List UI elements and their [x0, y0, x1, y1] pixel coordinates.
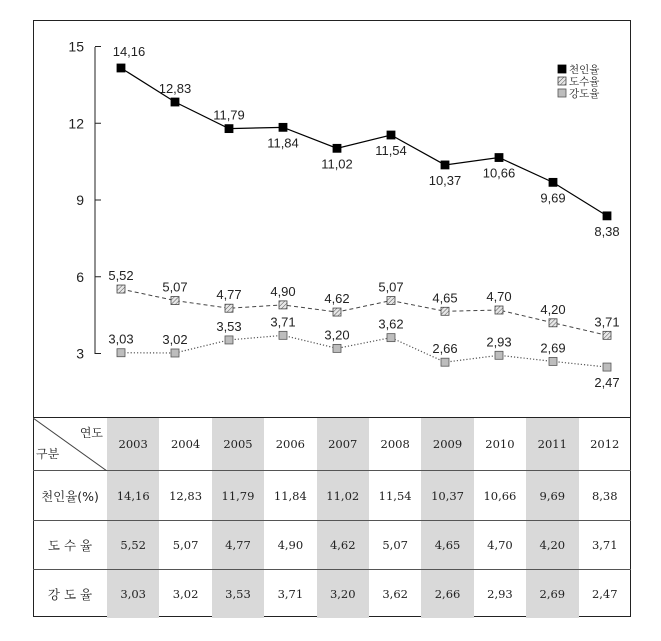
legend-swatch: [558, 65, 566, 73]
table-cell: 3,71: [579, 521, 631, 570]
year-header-cell: 2009: [421, 418, 473, 471]
row-label: 강 도 율: [33, 570, 107, 618]
table-cell: 3,53: [212, 570, 264, 618]
data-label: 4,70: [486, 289, 512, 305]
data-label: 11,54: [375, 143, 407, 159]
data-point-marker: [333, 308, 341, 316]
table-cell: 10,37: [421, 471, 473, 521]
series-line: [121, 68, 607, 216]
data-label: 5,07: [162, 279, 188, 295]
data-point-marker: [117, 64, 125, 72]
data-point-marker: [441, 161, 449, 169]
table-cell: 5,07: [159, 521, 211, 570]
data-label: 4,65: [432, 290, 458, 306]
table-cell: 4,77: [212, 521, 264, 570]
year-header-cell: 2005: [212, 418, 264, 471]
y-tick-label: 12: [68, 115, 84, 132]
year-header-cell: 2010: [474, 418, 526, 471]
table-header-row: [33, 418, 631, 471]
y-tick-label: 15: [68, 38, 84, 55]
legend-label: 천인율: [569, 64, 600, 76]
y-tick-label: 6: [76, 268, 84, 285]
data-label: 10,66: [482, 165, 516, 181]
table-cell: 4,20: [526, 521, 578, 570]
data-label: 4,62: [324, 291, 350, 307]
legend-label: 도수율: [569, 76, 600, 88]
data-point-marker: [603, 212, 611, 220]
year-header-cell: 2004: [159, 418, 211, 471]
data-label: 11,79: [213, 107, 245, 123]
table-cell: 3,02: [159, 570, 211, 618]
data-point-marker: [495, 351, 503, 359]
data-label: 9,69: [540, 190, 566, 206]
data-label: 3,03: [108, 331, 134, 347]
table-cell: 2,93: [474, 570, 526, 618]
table-cell: 2,66: [421, 570, 473, 618]
data-point-marker: [225, 304, 233, 312]
year-header-cell: 2006: [264, 418, 316, 471]
year-header-cell: 2011: [526, 418, 578, 471]
table-cell: 10,66: [474, 471, 526, 521]
data-point-marker: [117, 285, 125, 293]
data-label: 4,90: [270, 283, 296, 299]
legend: [558, 63, 599, 100]
table-cell: 4,65: [421, 521, 473, 570]
data-point-marker: [495, 154, 503, 162]
data-label: 2,66: [432, 341, 458, 357]
table-cell: 2,69: [526, 570, 578, 618]
table-cell: 12,83: [159, 471, 211, 521]
table-cell: 2,47: [579, 570, 631, 618]
data-table: [33, 417, 631, 618]
data-point-marker: [117, 349, 125, 357]
data-label: 4,77: [216, 287, 242, 303]
table-cell: 11,79: [212, 471, 264, 521]
data-point-marker: [387, 131, 395, 139]
table-corner-cell: [33, 418, 107, 471]
table-cell: 8,38: [579, 471, 631, 521]
data-point-marker: [279, 331, 287, 339]
data-point-marker: [549, 319, 557, 327]
data-label: 2,47: [594, 375, 620, 391]
data-label: 5,52: [108, 268, 134, 284]
data-label: 2,93: [486, 334, 512, 350]
data-label: 3,71: [270, 314, 296, 330]
data-point-marker: [603, 331, 611, 339]
y-tick-label: 3: [76, 345, 84, 362]
table-row: [33, 570, 631, 618]
table-cell: 4,90: [264, 521, 316, 570]
data-label: 3,53: [216, 318, 242, 334]
data-label: 2,69: [540, 340, 566, 356]
year-header-cell: 2007: [317, 418, 369, 471]
table-cell: 3,62: [369, 570, 421, 618]
data-point-marker: [225, 125, 233, 133]
y-tick-label: 9: [76, 192, 84, 208]
series-line: [121, 335, 607, 367]
year-header-cell: 2012: [579, 418, 631, 471]
data-point-marker: [279, 123, 287, 131]
corner-category-label: 구분: [36, 447, 60, 461]
data-label: 3,71: [594, 314, 620, 330]
series-lines: [108, 44, 619, 390]
data-label: 8,38: [594, 223, 620, 239]
data-point-marker: [387, 334, 395, 342]
data-point-marker: [279, 301, 287, 309]
data-label: 5,07: [378, 279, 404, 295]
table-cell: 3,20: [317, 570, 369, 618]
data-point-marker: [333, 144, 341, 152]
year-header-cell: 2003: [107, 418, 159, 471]
table-cell: 3,03: [107, 570, 159, 618]
data-label: 4,20: [540, 301, 566, 317]
data-point-marker: [171, 349, 179, 357]
series-line: [121, 289, 607, 335]
data-label: 3,62: [378, 316, 404, 332]
data-point-marker: [495, 306, 503, 314]
data-label: 10,37: [428, 172, 462, 188]
data-point-marker: [549, 178, 557, 186]
table-cell: 14,16: [107, 471, 159, 521]
table-cell: 11,54: [369, 471, 421, 521]
table-cell: 4,62: [317, 521, 369, 570]
legend-label: 강도율: [569, 88, 600, 100]
data-label: 3,02: [162, 331, 188, 347]
legend-swatch: [558, 77, 566, 85]
legend-swatch: [558, 89, 566, 97]
data-point-marker: [171, 297, 179, 305]
table-cell: 9,69: [526, 471, 578, 521]
row-label: 천인율(%): [33, 471, 107, 521]
data-point-marker: [171, 98, 179, 106]
year-header-cell: 2008: [369, 418, 421, 471]
data-point-marker: [549, 357, 557, 365]
y-ticks: [68, 39, 101, 362]
data-label: 11,02: [321, 156, 353, 172]
table-row: [33, 521, 631, 570]
table-cell: 11,84: [264, 471, 316, 521]
data-point-marker: [603, 363, 611, 371]
table-cell: 3,71: [264, 570, 316, 618]
data-label: 14,16: [112, 43, 146, 59]
table-row: [33, 471, 631, 521]
data-point-marker: [225, 336, 233, 344]
data-label: 11,84: [267, 135, 299, 151]
table-cell: 5,52: [107, 521, 159, 570]
data-point-marker: [333, 344, 341, 352]
data-label: 12,83: [158, 81, 192, 97]
row-label: 도 수 율: [33, 521, 107, 570]
data-point-marker: [441, 307, 449, 315]
data-point-marker: [441, 358, 449, 366]
table-cell: 4,70: [474, 521, 526, 570]
data-label: 3,20: [324, 327, 350, 343]
data-point-marker: [387, 297, 395, 305]
table-cell: 5,07: [369, 521, 421, 570]
table-cell: 11,02: [317, 471, 369, 521]
corner-year-label: 연도: [79, 426, 103, 440]
